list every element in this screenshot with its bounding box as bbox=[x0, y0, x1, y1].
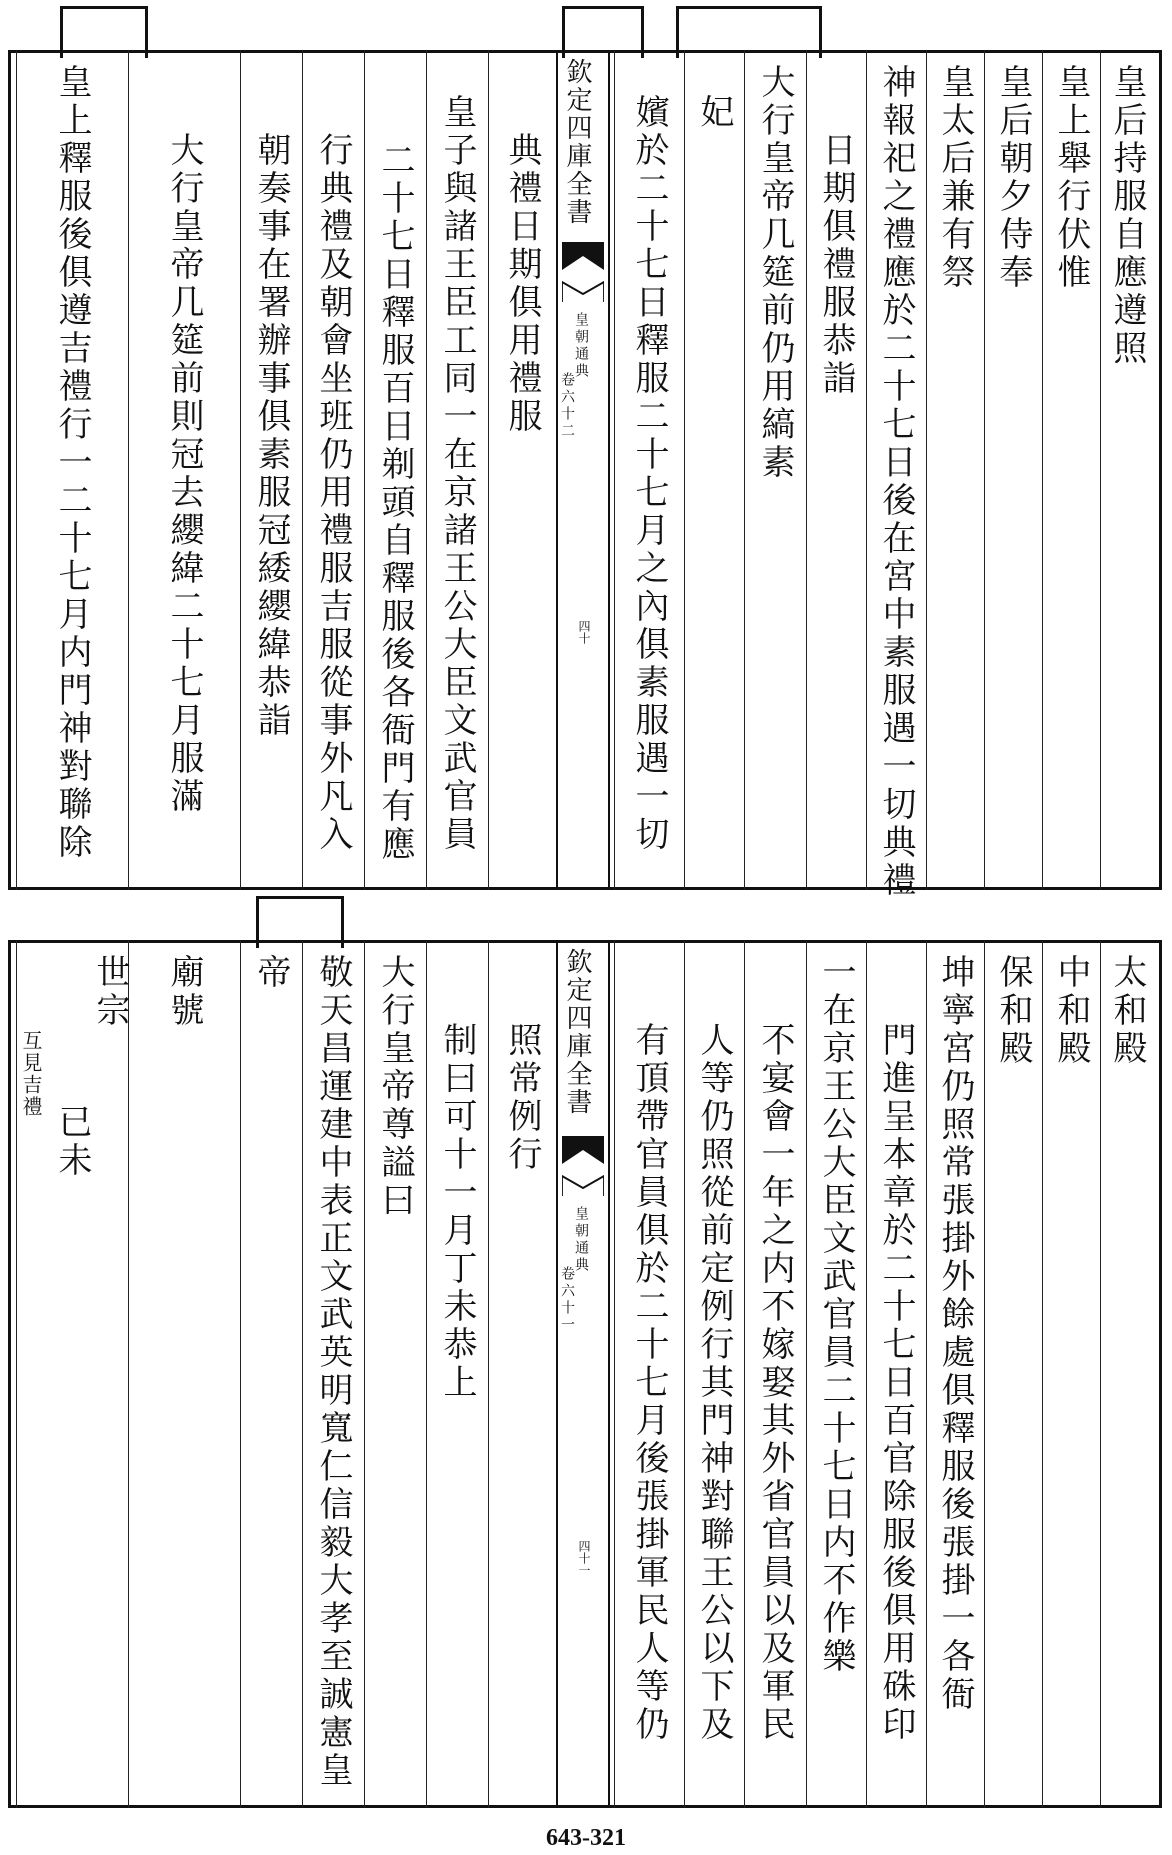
text-column bbox=[744, 50, 806, 890]
text-column bbox=[1100, 940, 1154, 1808]
text-column bbox=[128, 940, 240, 1808]
text-column bbox=[806, 940, 866, 1808]
column-text: 二十七日釋服百日剃頭自釋服後各衙門有應 bbox=[375, 142, 415, 864]
column-text: 不宴會一年之内不嫁娶其外省官員以及軍民 bbox=[755, 1022, 795, 1744]
column-text: 世宗 bbox=[90, 954, 130, 1030]
text-column bbox=[128, 50, 240, 890]
text-column bbox=[364, 50, 426, 890]
column-text: 人等仍照從前定例行其門神對聯王公以下及 bbox=[694, 1022, 734, 1744]
interlinear-note: 互見吉禮 bbox=[19, 1030, 43, 1118]
column-text: 有頂帶官員俱於二十七月後張掛軍民人等仍 bbox=[629, 1022, 669, 1744]
column-text: 嬪於二十七日釋服二十七月之內俱素服遇一切 bbox=[629, 94, 669, 854]
center-fold-column bbox=[556, 940, 610, 1808]
text-column bbox=[926, 50, 984, 890]
text-column bbox=[984, 50, 1042, 890]
column-text: 皇后持服自應遵照 bbox=[1107, 64, 1147, 368]
text-column bbox=[926, 940, 984, 1808]
column-text: 日期俱禮服恭詣 bbox=[816, 132, 856, 398]
column-text: 保和殿 bbox=[993, 954, 1033, 1068]
text-column bbox=[302, 940, 364, 1808]
text-column bbox=[488, 940, 556, 1808]
column-text: 大行皇帝几筵前則冠去纓緯二十七月服滿 bbox=[164, 132, 204, 816]
column-text: 照常例行 bbox=[502, 1022, 542, 1174]
column-text: 皇太后兼有祭 bbox=[935, 64, 975, 292]
text-column bbox=[426, 50, 488, 890]
text-column bbox=[684, 50, 744, 890]
text-column bbox=[1042, 50, 1100, 890]
text-column bbox=[614, 940, 684, 1808]
text-column bbox=[806, 50, 866, 890]
bottom-page-panel bbox=[8, 940, 1162, 1808]
column-text: 帝 bbox=[251, 954, 291, 992]
fishtail-mark bbox=[562, 242, 604, 302]
book-title: 欽定四庫全書 bbox=[562, 58, 592, 226]
text-column bbox=[744, 940, 806, 1808]
text-column bbox=[1100, 50, 1154, 890]
text-column bbox=[302, 50, 364, 890]
column-text: 中和殿 bbox=[1051, 954, 1091, 1068]
column-text: 大行皇帝几筵前仍用縞素 bbox=[755, 64, 795, 482]
text-column bbox=[16, 50, 128, 890]
column-text: 皇上舉行伏惟 bbox=[1051, 64, 1091, 292]
book-name: 皇朝通典 bbox=[573, 1206, 589, 1274]
book-name: 皇朝通典 bbox=[573, 312, 589, 380]
column-text: 門進呈本章於二十七日百官除服後俱用硃印 bbox=[876, 1022, 916, 1744]
column-text: 神報祀之禮應於二十七日後在宮中素服遇一切典禮 bbox=[876, 64, 916, 900]
column-text: 典禮日期俱用禮服 bbox=[502, 132, 542, 436]
column-text: 皇后朝夕侍奉 bbox=[993, 64, 1033, 292]
text-column bbox=[488, 50, 556, 890]
column-text: 妃 bbox=[694, 94, 734, 132]
book-title: 欽定四庫全書 bbox=[562, 948, 592, 1116]
text-column bbox=[1042, 940, 1100, 1808]
column-text: 敬天昌運建中表正文武英明寬仁信毅大孝至誠憲皇 bbox=[313, 954, 353, 1790]
page-number: 四十 bbox=[577, 620, 591, 644]
column-text: 皇上釋服後俱遵吉禮行一二十七月内門神對聯除 bbox=[52, 64, 92, 862]
volume-number: 卷六十二 bbox=[559, 372, 575, 440]
text-column bbox=[16, 940, 128, 1808]
text-column bbox=[240, 940, 302, 1808]
text-column bbox=[866, 50, 926, 900]
column-text: 制曰可十一月丁未恭上 bbox=[437, 1022, 477, 1402]
text-column bbox=[364, 940, 426, 1808]
column-text: 行典禮及朝會坐班仍用禮服吉服從事外凡入 bbox=[313, 132, 353, 854]
column-text: 廟號 bbox=[164, 954, 204, 1030]
page-code: 643-321 bbox=[546, 1825, 626, 1851]
column-text: 一在京王公大臣文武官員二十七日内不作樂 bbox=[816, 954, 856, 1676]
text-column bbox=[984, 940, 1042, 1808]
column-text: 太和殿 bbox=[1107, 954, 1147, 1068]
center-fold-column bbox=[556, 50, 610, 890]
text-column bbox=[614, 50, 684, 890]
volume-number: 卷六十一 bbox=[559, 1266, 575, 1334]
text-column bbox=[426, 940, 488, 1808]
text-column bbox=[684, 940, 744, 1808]
text-column bbox=[866, 940, 926, 1808]
page-number: 四十一 bbox=[577, 1540, 591, 1576]
column-text: 坤寧宮仍照常張掛外餘處俱釋服後張掛一各衙 bbox=[935, 954, 975, 1714]
column-text: 朝奏事在署辦事俱素服冠緌纓緯恭詣 bbox=[251, 132, 291, 740]
fishtail-mark bbox=[562, 1136, 604, 1196]
column-text: 皇子與諸王臣工同一在京諸王公大臣文武官員 bbox=[437, 94, 477, 854]
top-page-panel bbox=[8, 50, 1162, 900]
text-column bbox=[240, 50, 302, 890]
column-text-tail: 已未 bbox=[52, 1104, 92, 1180]
column-text: 大行皇帝尊謚曰 bbox=[375, 954, 415, 1220]
